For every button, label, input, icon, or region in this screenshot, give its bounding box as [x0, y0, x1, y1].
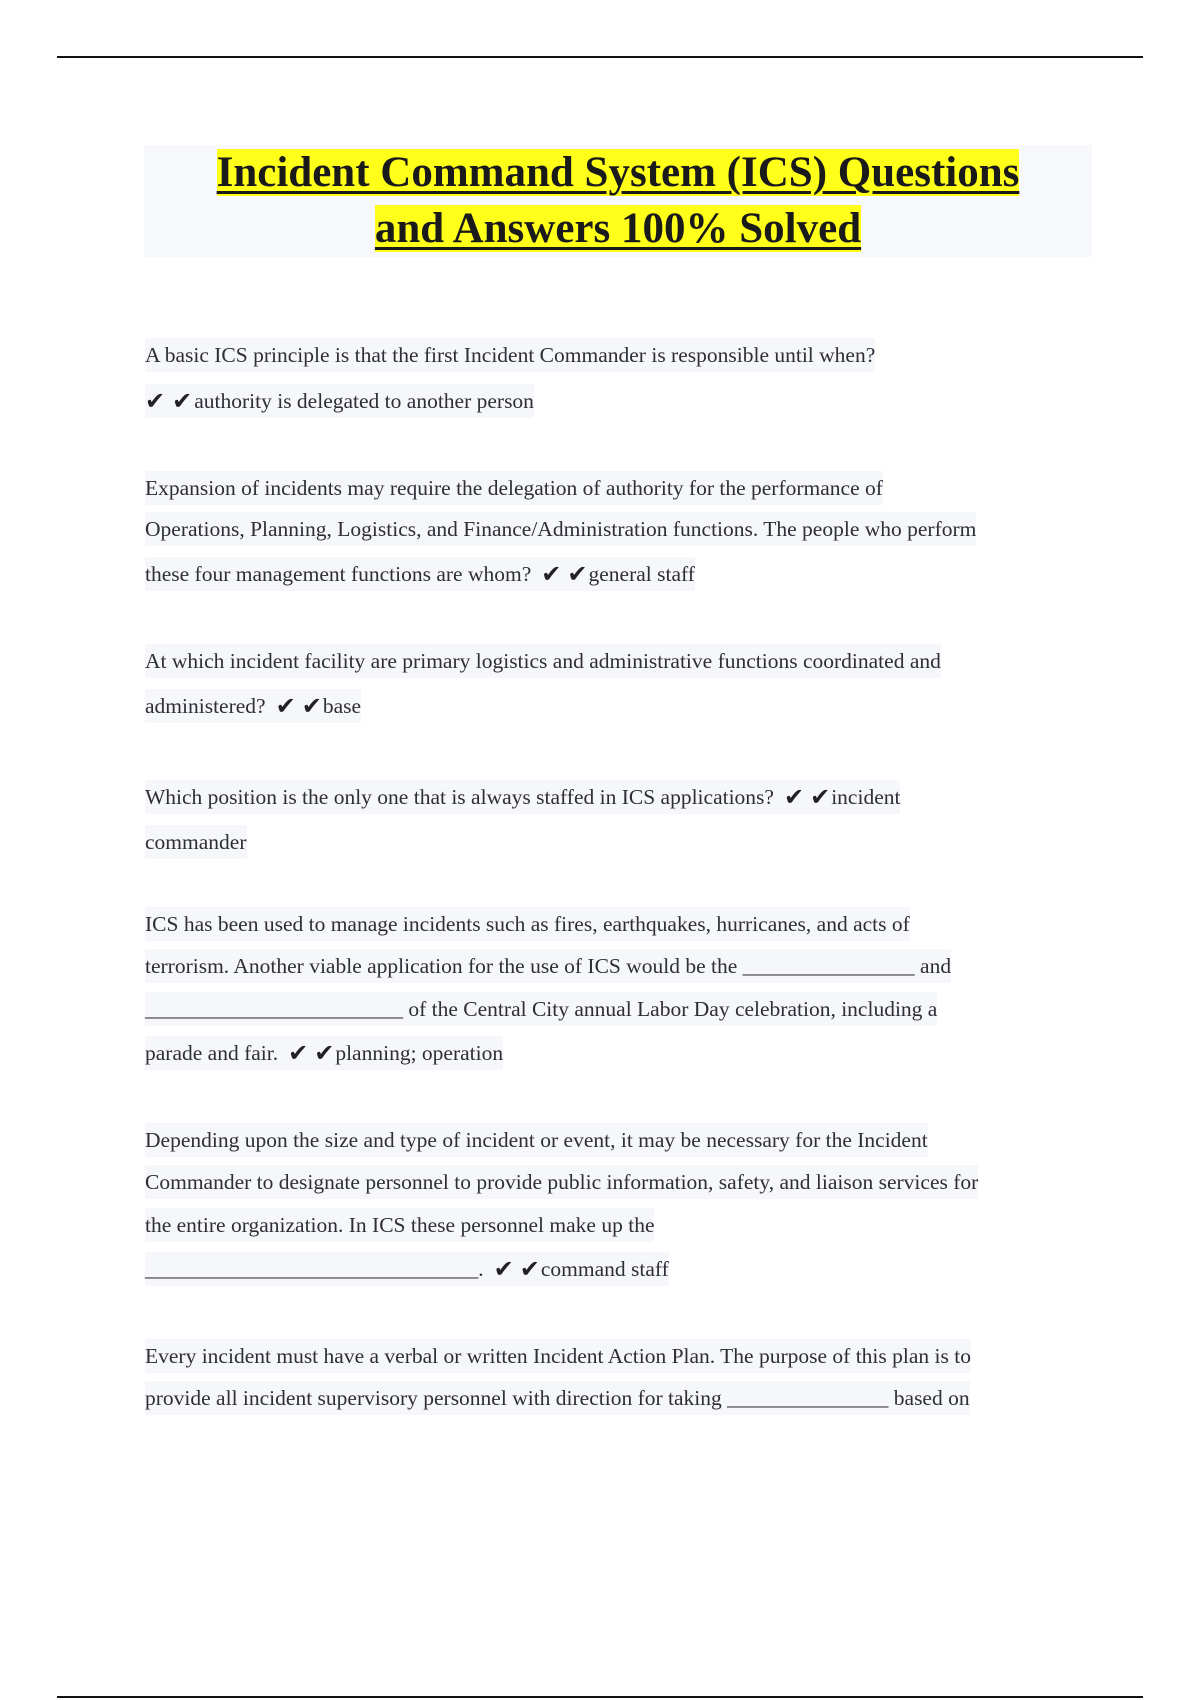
answer-text: incident [831, 785, 901, 809]
checkmark-icon: ✔ [783, 783, 805, 811]
checkmark-icon: ✔ [493, 1255, 514, 1283]
answer-line [145, 1252, 669, 1286]
question-line: Expansion of incidents may require the delegation of authority for the performance of [145, 471, 883, 505]
answer-line [145, 689, 361, 723]
question-line: Depending upon the size and type of incident or event, it may be necessary for the Incident [145, 1123, 928, 1157]
question-line: Every incident must have a verbal or written Incident Action Plan. The purpose of this plan is to [145, 1339, 971, 1373]
question-line: provide all incident supervisory personnel with direction for taking _______________ based on [145, 1381, 970, 1415]
answer-line [145, 1036, 503, 1070]
question-line: the entire organization. In ICS these personnel make up the [145, 1208, 654, 1242]
answer-line [145, 384, 534, 418]
checkmark-icon: ✔ [172, 387, 193, 415]
checkmark-icon: ✔ [519, 1255, 540, 1283]
checkmark-icon: ✔ [810, 783, 831, 811]
checkmark-icon: ✔ [541, 560, 562, 588]
question-line: ________________________ of the Central City annual Labor Day celebration, including a [145, 992, 937, 1026]
checkmark-icon: ✔ [567, 560, 588, 588]
answer-line [145, 780, 900, 814]
answer-line-cont: commander [145, 825, 247, 859]
question-line: ICS has been used to manage incidents such as fires, earthquakes, hurricanes, and acts of [145, 907, 910, 941]
page-title [144, 145, 1092, 257]
question-line: Commander to designate personnel to provide public information, safety, and liaison services for [145, 1165, 978, 1199]
question-text: administered? [145, 694, 266, 718]
question-line: Operations, Planning, Logistics, and Finance/Administration functions. The people who perform [145, 512, 976, 546]
answer-text: base [322, 694, 362, 718]
question-line: terrorism. Another viable application for the use of ICS would be the ________________ and [145, 949, 951, 983]
title-line-2: and Answers 100% Solved [374, 205, 862, 252]
checkmark-icon: ✔ [275, 692, 296, 720]
answer-text: general staff [588, 562, 695, 586]
answer-text: command staff [540, 1257, 669, 1281]
question-text: Which position is the only one that is always staffed in ICS applications? [145, 785, 774, 809]
question-text: these four management functions are whom? [145, 562, 532, 586]
question-text: _______________________________. [145, 1257, 484, 1281]
question-text: parade and fair. [145, 1041, 279, 1065]
answer-text: planning; operation [335, 1041, 504, 1065]
question-line: At which incident facility are primary logistics and administrative functions coordinated and [145, 644, 941, 678]
title-line-1: Incident Command System (ICS) Questions [216, 149, 1020, 196]
footer-rule [57, 1696, 1143, 1698]
checkmark-icon: ✔ [288, 1039, 309, 1067]
question-line: A basic ICS principle is that the first Incident Commander is responsible until when? [145, 338, 875, 372]
answer-line [145, 557, 695, 591]
checkmark-icon: ✔ [314, 1039, 335, 1067]
answer-text: authority is delegated to another person [194, 389, 534, 413]
checkmark-icon: ✔ [301, 692, 322, 720]
header-rule [57, 56, 1143, 58]
checkmark-icon: ✔ [145, 387, 166, 415]
